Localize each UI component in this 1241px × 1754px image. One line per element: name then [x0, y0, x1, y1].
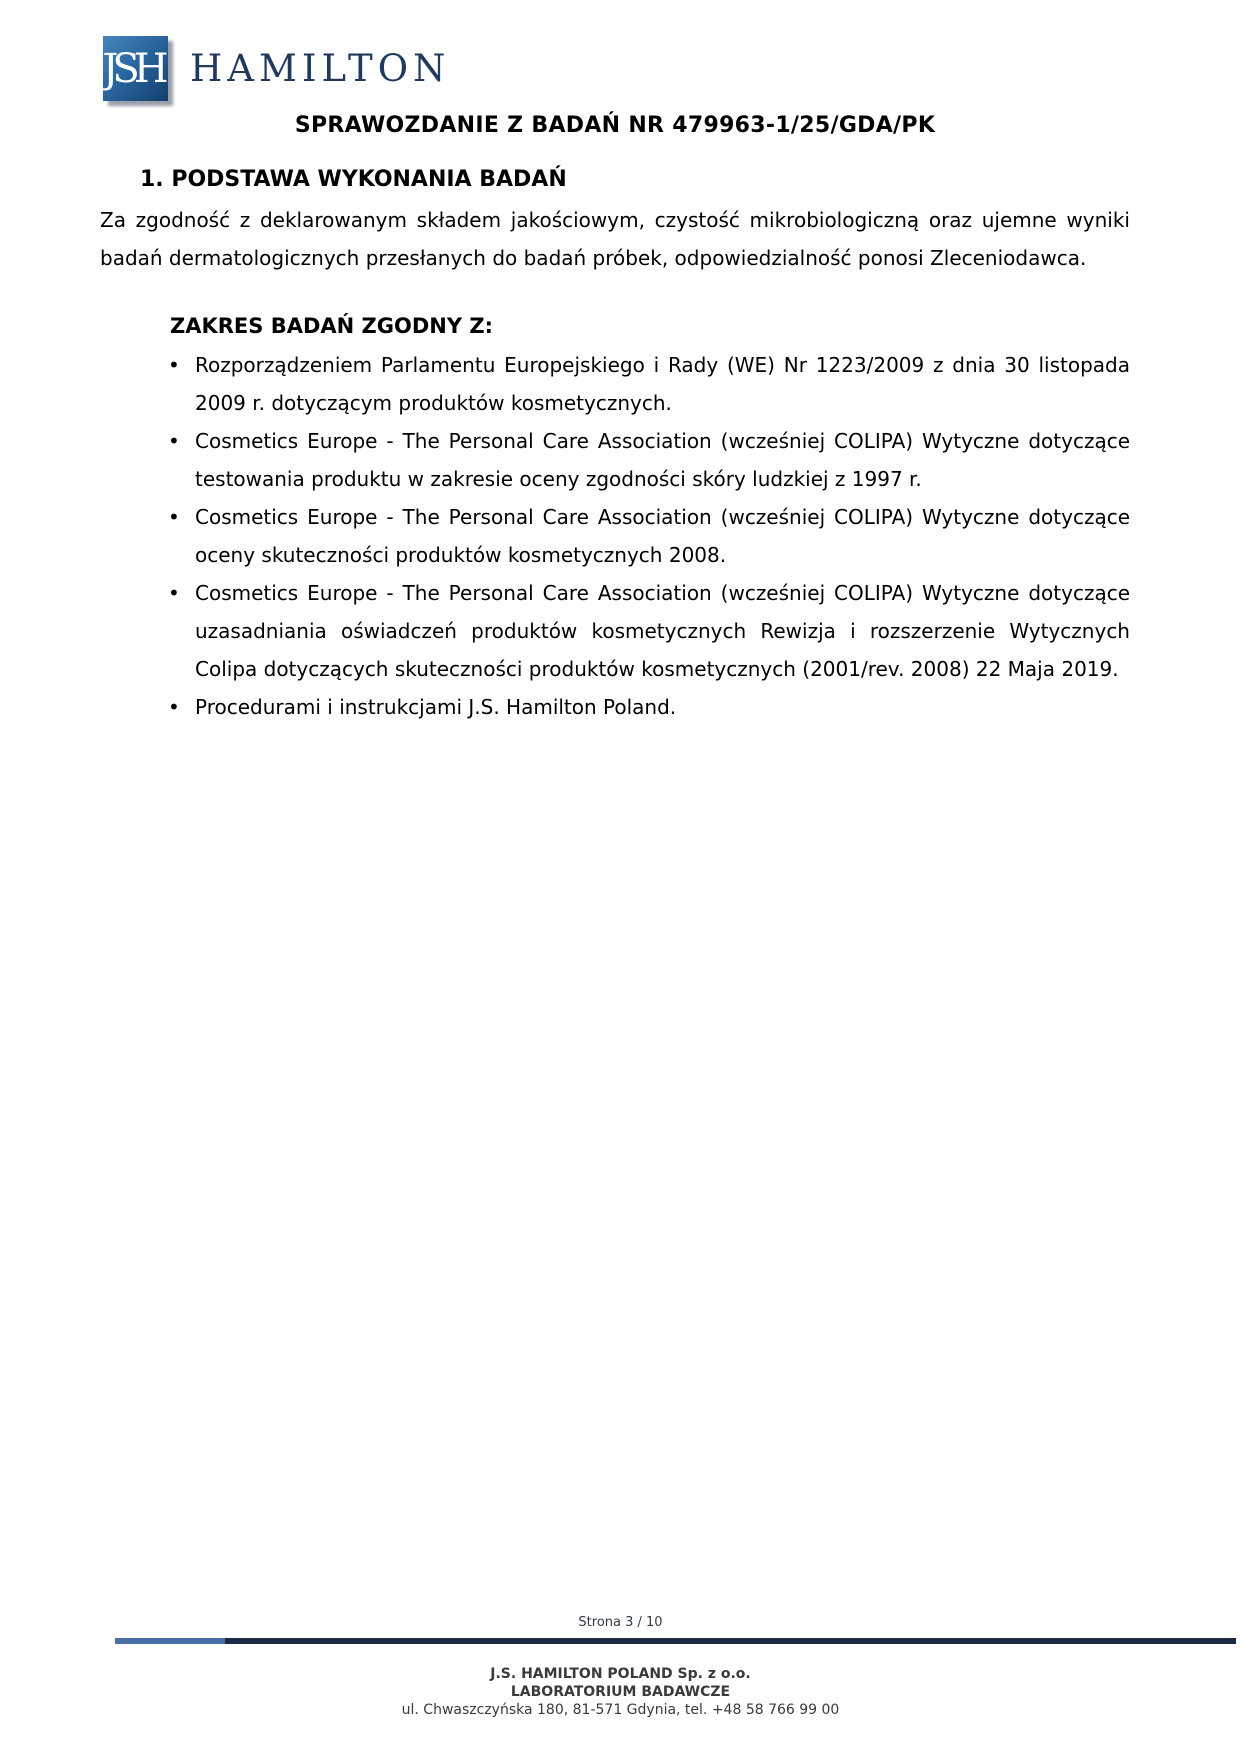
footer-lab-name: LABORATORIUM BADAWCZE — [510, 1684, 731, 1700]
list-item-text: Rozporządzeniem Parlamentu Europejskiego i Rady (WE) Nr 1223/2009 z dnia 30 listopada 2009 r. dotyczącym produktów kosmetycznych. — [195, 353, 1130, 415]
list-item — [195, 498, 1130, 574]
report-body — [100, 0, 1130, 726]
report-title: SPRAWOZDANIE Z BADAŃ NR 479963-1/25/GDA/PK — [294, 113, 936, 138]
section-1-heading: 1. PODSTAWA WYKONANIA BADAŃ — [140, 167, 567, 192]
footer-divider-accent — [115, 1638, 225, 1644]
jsh-monogram: JSH — [102, 45, 163, 92]
list-item — [195, 422, 1130, 498]
list-item — [195, 574, 1130, 688]
section-1-paragraph: Za zgodność z deklarowanym składem jakościowym, czystość mikrobiologiczną oraz ujemne wyniki badań dermatologicznych przesłanych do badań próbek, odpowiedzialność ponosi Zleceniodawca. — [100, 208, 1130, 270]
list-item — [195, 346, 1130, 422]
footer-address: ul. Chwaszczyńska 180, 81-571 Gdynia, tel. +48 58 766 99 00 — [401, 1702, 840, 1718]
brand-name: HAMILTON — [190, 47, 451, 90]
list-item — [195, 688, 1130, 726]
list-item-text: Cosmetics Europe - The Personal Care Association (wcześniej COLIPA) Wytyczne dotyczące uzasadniania oświadczeń produktów kosmetycznych Rewizja i rozszerzenie Wytycznych Colipa dotyczących skuteczności produktów kosmetycznych (2001/rev. 2008) 22 Maja 2019. — [195, 581, 1130, 681]
list-item-text: Procedurami i instrukcjami J.S. Hamilton Poland. — [195, 695, 677, 719]
scope-heading: ZAKRES BADAŃ ZGODNY Z: — [170, 314, 493, 338]
footer-divider — [115, 1638, 1236, 1644]
scope-list — [100, 346, 1130, 726]
footer-company-name: J.S. HAMILTON POLAND Sp. z o.o. — [490, 1666, 751, 1682]
list-item-text: Cosmetics Europe - The Personal Care Association (wcześniej COLIPA) Wytyczne dotyczące testowania produktu w zakresie oceny zgodności skóry ludzkiej z 1997 r. — [195, 429, 1130, 491]
list-item-text: Cosmetics Europe - The Personal Care Association (wcześniej COLIPA) Wytyczne dotyczące oceny skuteczności produktów kosmetycznych 2008. — [195, 505, 1130, 567]
page-number: Strona 3 / 10 — [578, 1615, 663, 1630]
